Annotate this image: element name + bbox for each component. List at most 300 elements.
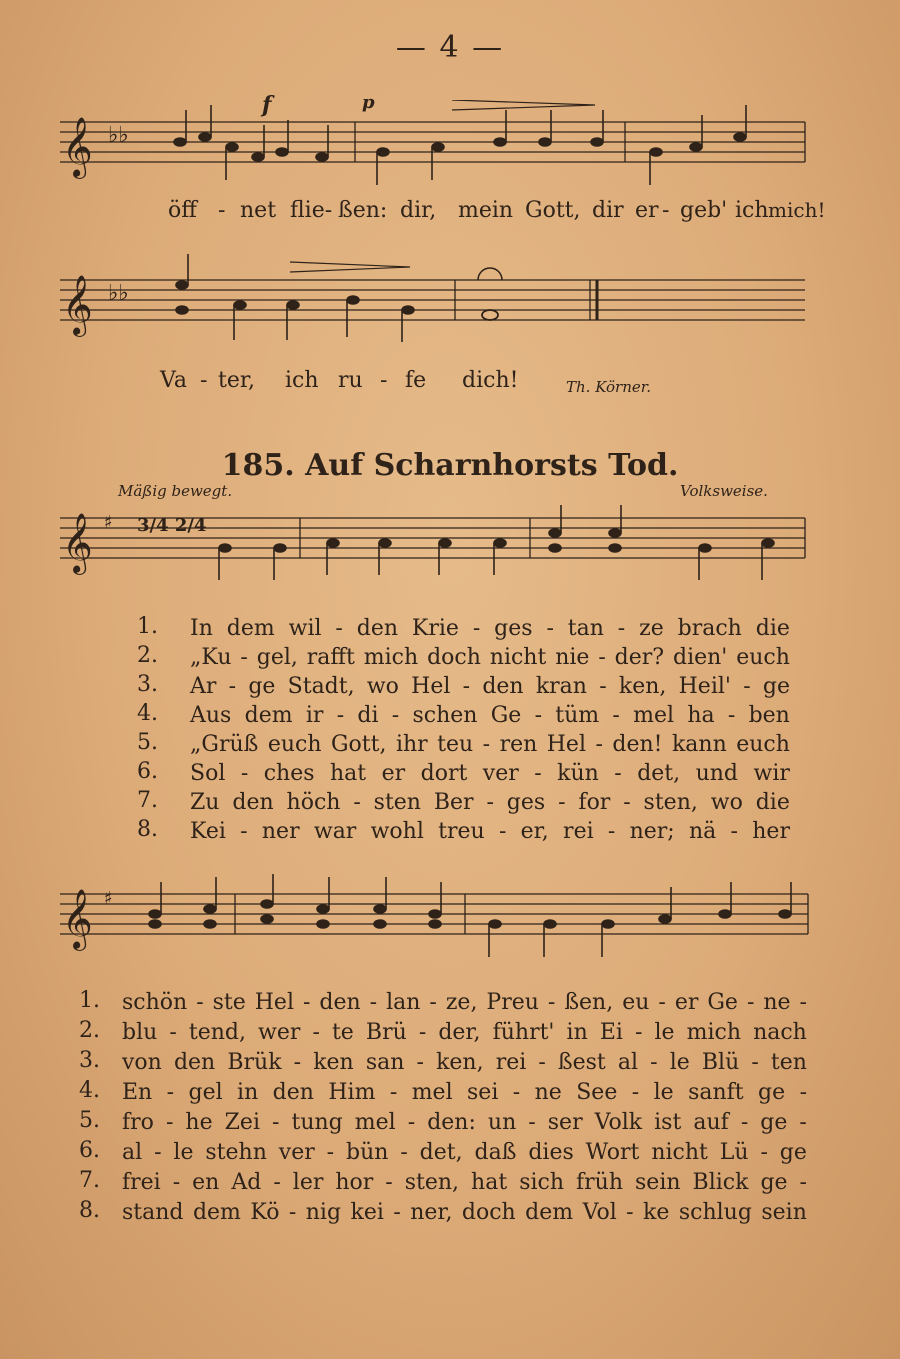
verse-syllable: ner, bbox=[410, 1200, 453, 1225]
verse-syllable: le bbox=[654, 1020, 675, 1045]
verse-syllable: von bbox=[122, 1050, 162, 1075]
verse-syllable: sanft bbox=[688, 1080, 744, 1105]
verse-syllable: war bbox=[313, 819, 357, 844]
music-staff-4 bbox=[60, 872, 810, 982]
verse-syllable: hat bbox=[471, 1170, 508, 1195]
verse-number: 4. bbox=[79, 1078, 100, 1103]
page-number: — 4 — bbox=[395, 30, 505, 65]
verse-syllable: Blü bbox=[701, 1050, 740, 1075]
verse-syllable: euch bbox=[736, 645, 790, 670]
verse-syllable: See bbox=[576, 1080, 618, 1105]
verse-syllable: - bbox=[727, 703, 736, 728]
verse-syllable: al bbox=[122, 1140, 143, 1165]
verse-syllable: - bbox=[614, 761, 622, 786]
verse-syllable: Aus bbox=[190, 703, 232, 728]
verse-line bbox=[190, 759, 790, 789]
verse-syllable: schen bbox=[412, 703, 478, 728]
verse-syllable: dort bbox=[420, 761, 468, 786]
verse-syllable: In bbox=[190, 616, 213, 641]
verse-syllable: - bbox=[407, 1110, 416, 1135]
lyric: - bbox=[380, 368, 388, 393]
time-signature-second: 2/4 bbox=[174, 515, 207, 536]
verse-syllable: auf bbox=[693, 1110, 729, 1135]
verse-syllable: un bbox=[487, 1110, 517, 1135]
verse-syllable: ge bbox=[248, 674, 276, 699]
verse-syllable: - bbox=[472, 616, 481, 641]
verse-syllable: Ei bbox=[599, 1020, 623, 1045]
verse-syllable: ke bbox=[643, 1200, 670, 1225]
verse-syllable: Volk bbox=[594, 1110, 643, 1135]
verse-syllable: mel bbox=[354, 1110, 396, 1135]
verse-number: 3. bbox=[137, 672, 158, 697]
verse-syllable: san bbox=[365, 1050, 405, 1075]
verse-line bbox=[122, 1168, 807, 1198]
verse-syllable: - bbox=[650, 1050, 658, 1075]
verse-syllable: höch bbox=[286, 790, 341, 815]
verse-syllable: wil bbox=[288, 616, 322, 641]
melody-source: Volksweise. bbox=[680, 482, 768, 500]
verse-syllable: „Ku bbox=[190, 645, 232, 670]
verse-syllable: ste bbox=[212, 990, 246, 1015]
song-number: 185. bbox=[221, 448, 295, 483]
verse-syllable: stehn bbox=[205, 1140, 267, 1165]
verse-syllable: brach bbox=[677, 616, 742, 641]
verse-syllable: ha bbox=[687, 703, 715, 728]
lyric: - bbox=[218, 198, 226, 223]
verse-syllable: den bbox=[356, 616, 399, 641]
lyric: dir bbox=[592, 198, 624, 223]
lyric: dich! bbox=[462, 368, 519, 393]
tempo-marking: Mäßig bewegt. bbox=[118, 482, 233, 500]
verse-line bbox=[190, 614, 790, 644]
verse-number: 7. bbox=[79, 1168, 100, 1193]
verse-syllable: bün bbox=[346, 1140, 389, 1165]
verse-syllable: ge bbox=[779, 1140, 807, 1165]
verse-syllable: ist bbox=[654, 1110, 682, 1135]
verse-syllable: - bbox=[743, 674, 751, 699]
verse-syllable: doch bbox=[427, 645, 481, 670]
verse-syllable: - bbox=[760, 1140, 768, 1165]
verse-syllable: stand bbox=[122, 1200, 184, 1225]
song-title bbox=[0, 448, 900, 483]
verse-syllable: in bbox=[237, 1080, 259, 1105]
verse-syllable: - bbox=[799, 1080, 807, 1105]
verse-syllable: ten bbox=[770, 1050, 807, 1075]
verse-syllable: gel bbox=[188, 1080, 223, 1105]
verse-syllable: - bbox=[740, 1110, 749, 1135]
verse-syllable: - bbox=[389, 1080, 398, 1105]
verse-syllable: Lü bbox=[719, 1140, 749, 1165]
verse-syllable: mel bbox=[633, 703, 675, 728]
verse-syllable: ches bbox=[263, 761, 315, 786]
verse-syllable: - bbox=[538, 1050, 546, 1075]
verse-syllable: doch bbox=[461, 1200, 516, 1225]
lyric: mich! bbox=[768, 198, 826, 222]
verse-syllable: Zei bbox=[224, 1110, 260, 1135]
verse-syllable: den bbox=[173, 1050, 216, 1075]
verse-syllable: her bbox=[752, 819, 790, 844]
verse-syllable: ges bbox=[506, 790, 546, 815]
verse-syllable: Kö bbox=[250, 1200, 280, 1225]
verse-syllable: Hel bbox=[254, 990, 294, 1015]
verse-syllable: det, bbox=[637, 761, 681, 786]
lyric: ter, bbox=[218, 368, 255, 393]
verse-syllable: wo bbox=[366, 674, 399, 699]
song-title-text: Auf Scharnhorsts Tod. bbox=[305, 448, 679, 483]
verse-syllable: kann bbox=[671, 732, 727, 757]
verse-syllable: den: bbox=[427, 1110, 476, 1135]
verse-syllable: euch bbox=[736, 732, 790, 757]
verse-syllable: nä bbox=[688, 819, 717, 844]
verse-syllable: - bbox=[498, 819, 507, 844]
verse-syllable: kün bbox=[557, 761, 599, 786]
verse-syllable: - bbox=[169, 1020, 177, 1045]
verse-syllable: - bbox=[607, 819, 616, 844]
lyric: Va bbox=[160, 368, 187, 393]
verse-line bbox=[190, 701, 790, 731]
verse-number: 4. bbox=[137, 701, 158, 726]
verse-syllable: ne bbox=[534, 1080, 562, 1105]
verse-syllable: al bbox=[617, 1050, 639, 1075]
verse-syllable: kran bbox=[535, 674, 587, 699]
verse-syllable: sten bbox=[373, 790, 421, 815]
verse-syllable: Stadt, bbox=[287, 674, 355, 699]
verse-syllable: schön bbox=[122, 990, 188, 1015]
verse-syllable: - bbox=[546, 616, 554, 641]
verse-syllable: dies bbox=[528, 1140, 574, 1165]
verse-syllable: - bbox=[302, 990, 311, 1015]
verse-syllable: dem bbox=[226, 616, 275, 641]
verse-syllable: ihr bbox=[395, 732, 428, 757]
verse-syllable: und bbox=[695, 761, 739, 786]
verse-syllable: ge bbox=[760, 1110, 788, 1135]
verse-syllable: sei bbox=[467, 1080, 499, 1105]
lyric: - bbox=[662, 198, 670, 223]
key-signature-flats: ♭♭ bbox=[108, 123, 129, 148]
verse-syllable: ne bbox=[763, 990, 791, 1015]
verse-syllable: ge bbox=[762, 674, 790, 699]
verse-syllable: Ber bbox=[433, 790, 474, 815]
verse-syllable: teu bbox=[437, 732, 474, 757]
verse-line bbox=[122, 1108, 807, 1138]
verse-syllable: die bbox=[755, 790, 790, 815]
verse-syllable: ver bbox=[278, 1140, 315, 1165]
verse-syllable: wo bbox=[710, 790, 743, 815]
verse-syllable: er bbox=[381, 761, 406, 786]
verse-syllable: Zu bbox=[190, 790, 220, 815]
treble-clef-icon: 𝄞 bbox=[62, 513, 93, 573]
verse-syllable: - bbox=[631, 1080, 640, 1105]
verse-syllable: - bbox=[751, 1050, 759, 1075]
verse-syllable: rei bbox=[563, 819, 594, 844]
verse-syllable: gel, bbox=[256, 645, 298, 670]
verse-number: 6. bbox=[137, 759, 158, 784]
verse-syllable: den bbox=[232, 790, 274, 815]
verse-syllable: Sol bbox=[190, 761, 226, 786]
verse-syllable: - bbox=[228, 674, 237, 699]
verse-syllable: ge bbox=[760, 1170, 788, 1195]
lyric: öff bbox=[168, 198, 197, 223]
verse-syllable: dien' bbox=[672, 645, 728, 670]
verse-syllable: Kei bbox=[190, 819, 226, 844]
verse-syllable: ser bbox=[547, 1110, 583, 1135]
verse-syllable: - bbox=[623, 790, 631, 815]
verse-line bbox=[190, 672, 790, 702]
verse-syllable: - bbox=[326, 1140, 335, 1165]
verse-syllable: dem bbox=[192, 1200, 241, 1225]
verse-syllable: der, bbox=[438, 1020, 481, 1045]
verse-syllable: for bbox=[578, 790, 611, 815]
verse-syllable: - bbox=[658, 990, 666, 1015]
verse-syllable: euch bbox=[267, 732, 322, 757]
time-signature bbox=[137, 516, 207, 535]
verse-syllable: blu bbox=[122, 1020, 158, 1045]
verse-syllable: - bbox=[240, 761, 249, 786]
verse-number: 2. bbox=[137, 643, 158, 668]
verse-syllable: ver bbox=[482, 761, 519, 786]
verse-syllable: - bbox=[240, 819, 248, 844]
verse-syllable: ze bbox=[639, 616, 664, 641]
lyric: fe bbox=[405, 368, 427, 393]
verse-syllable: sten, bbox=[404, 1170, 460, 1195]
treble-clef-icon: 𝄞 bbox=[62, 117, 93, 177]
verse-syllable: ken, bbox=[436, 1050, 484, 1075]
verse-syllable: tüm bbox=[555, 703, 600, 728]
verse-syllable: schlug bbox=[678, 1200, 752, 1225]
lyric: - bbox=[200, 368, 208, 393]
verse-syllable: tend, bbox=[188, 1020, 246, 1045]
verse-syllable: kei bbox=[350, 1200, 384, 1225]
verse-syllable: frei bbox=[122, 1170, 161, 1195]
verse-syllable: lan bbox=[386, 990, 421, 1015]
verse-syllable: - bbox=[393, 1200, 401, 1225]
verse-syllable: hor bbox=[335, 1170, 374, 1195]
verse-syllable: Brü bbox=[365, 1020, 407, 1045]
verse-syllable: - bbox=[598, 645, 606, 670]
verse-syllable: - bbox=[288, 1200, 297, 1225]
verse-syllable: - bbox=[272, 1110, 280, 1135]
verse-syllable: ner; bbox=[629, 819, 675, 844]
verse-syllable: mich bbox=[363, 645, 419, 670]
verse-syllable: er, bbox=[520, 819, 549, 844]
verse-syllable: nicht bbox=[651, 1140, 708, 1165]
verse-line bbox=[122, 988, 807, 1018]
verse-syllable: Gott, bbox=[330, 732, 387, 757]
verse-syllable: Brük bbox=[227, 1050, 282, 1075]
time-signature-first: 3/4 bbox=[137, 515, 169, 536]
lyric: ich bbox=[735, 198, 769, 223]
verse-syllable: - bbox=[429, 990, 437, 1015]
verse-syllable: dem bbox=[525, 1200, 574, 1225]
lyric: mein bbox=[458, 198, 514, 223]
music-staff-1 bbox=[60, 100, 810, 210]
verse-syllable: rei bbox=[495, 1050, 527, 1075]
verse-syllable: - bbox=[353, 790, 361, 815]
verse-syllable: er bbox=[674, 990, 699, 1015]
verse-syllable: führt' bbox=[492, 1020, 555, 1045]
lyric: ich bbox=[285, 368, 319, 393]
verse-syllable: wir bbox=[753, 761, 790, 786]
verse-syllable: nig bbox=[305, 1200, 342, 1225]
verse-syllable: - bbox=[196, 990, 204, 1015]
key-signature-flats: ♭♭ bbox=[108, 281, 129, 306]
verse-syllable: le bbox=[669, 1050, 690, 1075]
verse-syllable: ges bbox=[494, 616, 533, 641]
verse-syllable: - bbox=[416, 1050, 424, 1075]
lyric: geb' bbox=[680, 198, 728, 223]
verse-syllable: ken, bbox=[618, 674, 667, 699]
verse-syllable: le bbox=[173, 1140, 194, 1165]
verse-syllable: wer bbox=[258, 1020, 301, 1045]
lyric: ßen: bbox=[338, 198, 388, 223]
verse-syllable: hat bbox=[330, 761, 367, 786]
verse-line bbox=[122, 1198, 807, 1228]
verse-syllable: - bbox=[612, 703, 620, 728]
dynamic-forte: f bbox=[262, 92, 272, 118]
verse-syllable: daß bbox=[474, 1140, 517, 1165]
verse-number: 8. bbox=[137, 817, 158, 842]
verse-number: 3. bbox=[79, 1048, 100, 1073]
verse-syllable: ner bbox=[261, 819, 300, 844]
verse-number: 5. bbox=[137, 730, 158, 755]
dynamic-piano: p bbox=[362, 92, 375, 113]
verse-syllable: ren bbox=[499, 732, 538, 757]
verse-number: 5. bbox=[79, 1108, 100, 1133]
verse-syllable: - bbox=[558, 790, 566, 815]
verse-syllable: - bbox=[391, 703, 400, 728]
verse-syllable: mel bbox=[411, 1080, 453, 1105]
verse-syllable: ßest bbox=[557, 1050, 606, 1075]
verse-syllable: treu bbox=[438, 819, 485, 844]
verse-syllable: - bbox=[240, 645, 248, 670]
verse-syllable: Heil' bbox=[678, 674, 731, 699]
verse-syllable: - bbox=[462, 674, 471, 699]
verse-syllable: - bbox=[799, 1170, 807, 1195]
verse-line bbox=[122, 1018, 807, 1048]
verse-syllable: sten, bbox=[643, 790, 698, 815]
verse-syllable: - bbox=[534, 703, 543, 728]
verse-syllable: sein bbox=[761, 1200, 807, 1225]
verse-syllable: - bbox=[172, 1170, 181, 1195]
verse-syllable: - bbox=[154, 1140, 162, 1165]
key-signature-sharp: ♯ bbox=[104, 888, 113, 909]
verse-number: 1. bbox=[79, 988, 100, 1013]
verse-syllable: Blick bbox=[692, 1170, 749, 1195]
verse-syllable: den bbox=[272, 1080, 314, 1105]
verse-syllable: Preu bbox=[486, 990, 539, 1015]
verse-number: 7. bbox=[137, 788, 158, 813]
lyric: flie- bbox=[290, 198, 333, 223]
lyric: dir, bbox=[400, 198, 437, 223]
verse-syllable: - bbox=[512, 1080, 521, 1105]
verse-syllable: nicht bbox=[489, 645, 547, 670]
verse-syllable: ze, bbox=[445, 990, 478, 1015]
verse-syllable: „Grüß bbox=[190, 732, 259, 757]
verse-syllable: dem bbox=[244, 703, 293, 728]
verse-syllable: ben bbox=[748, 703, 790, 728]
verse-syllable: sein bbox=[635, 1170, 681, 1195]
verse-number: 8. bbox=[79, 1198, 100, 1223]
verse-syllable: rafft bbox=[306, 645, 355, 670]
verse-syllable: - bbox=[730, 819, 738, 844]
verse-syllable: Hel bbox=[411, 674, 451, 699]
author-attribution: Th. Körner. bbox=[566, 378, 652, 396]
verse-syllable: - bbox=[626, 1200, 634, 1225]
verse-syllable: te bbox=[331, 1020, 354, 1045]
verse-syllable: in bbox=[566, 1020, 588, 1045]
verse-syllable: he bbox=[185, 1110, 213, 1135]
lyric: er bbox=[635, 198, 659, 223]
verse-syllable: Krie bbox=[411, 616, 459, 641]
verse-line bbox=[190, 643, 790, 673]
verse-syllable: - bbox=[534, 761, 542, 786]
verse-syllable: nie bbox=[555, 645, 590, 670]
verse-syllable: - bbox=[385, 1170, 393, 1195]
verse-syllable: - bbox=[400, 1140, 408, 1165]
verse-syllable: Ge bbox=[490, 703, 522, 728]
verse-syllable: - bbox=[312, 1020, 320, 1045]
verse-syllable: - bbox=[547, 990, 556, 1015]
verse-syllable: ler bbox=[292, 1170, 324, 1195]
verse-syllable: die bbox=[755, 616, 790, 641]
verse-syllable: - bbox=[336, 703, 345, 728]
verse-number: 2. bbox=[79, 1018, 100, 1043]
verse-syllable: nach bbox=[753, 1020, 807, 1045]
verse-syllable: - bbox=[635, 1020, 643, 1045]
verse-syllable: - bbox=[335, 616, 343, 641]
verse-syllable: fro bbox=[122, 1110, 154, 1135]
verse-syllable: mich bbox=[686, 1020, 742, 1045]
verse-syllable: den bbox=[319, 990, 361, 1015]
verse-line bbox=[122, 1048, 807, 1078]
verse-syllable: tung bbox=[291, 1110, 343, 1135]
verse-syllable: - bbox=[617, 616, 626, 641]
verse-syllable: - bbox=[746, 990, 755, 1015]
music-staff-2 bbox=[60, 252, 810, 362]
verse-syllable: ken bbox=[313, 1050, 354, 1075]
verse-syllable: - bbox=[595, 732, 603, 757]
verse-syllable: - bbox=[482, 732, 491, 757]
verse-syllable: - bbox=[165, 1110, 174, 1135]
verse-syllable: früh bbox=[576, 1170, 624, 1195]
verse-syllable: Him bbox=[328, 1080, 376, 1105]
verse-syllable: tan bbox=[567, 616, 604, 641]
key-signature-sharp: ♯ bbox=[104, 512, 113, 533]
verse-syllable: ge bbox=[758, 1080, 786, 1105]
verse-syllable: - bbox=[166, 1080, 175, 1105]
verse-syllable: ir bbox=[305, 703, 324, 728]
treble-clef-icon: 𝄞 bbox=[62, 889, 93, 949]
lyric: net bbox=[240, 198, 277, 223]
lyric: ru bbox=[338, 368, 363, 393]
verse-syllable: den bbox=[482, 674, 524, 699]
verse-syllable: Ad bbox=[231, 1170, 262, 1195]
verse-number: 1. bbox=[137, 614, 158, 639]
verse-syllable: wohl bbox=[370, 819, 424, 844]
verse-syllable: - bbox=[418, 1020, 427, 1045]
verse-line bbox=[190, 730, 790, 760]
verse-syllable: - bbox=[369, 990, 378, 1015]
verse-line bbox=[122, 1078, 807, 1108]
verse-syllable: le bbox=[653, 1080, 674, 1105]
lyric: Gott, bbox=[525, 198, 581, 223]
verse-syllable: Hel bbox=[546, 732, 586, 757]
verse-syllable: Vol bbox=[582, 1200, 617, 1225]
verse-syllable: di bbox=[357, 703, 379, 728]
verse-syllable: Ar bbox=[190, 674, 217, 699]
verse-syllable: - bbox=[799, 1110, 807, 1135]
verse-line bbox=[122, 1138, 807, 1168]
